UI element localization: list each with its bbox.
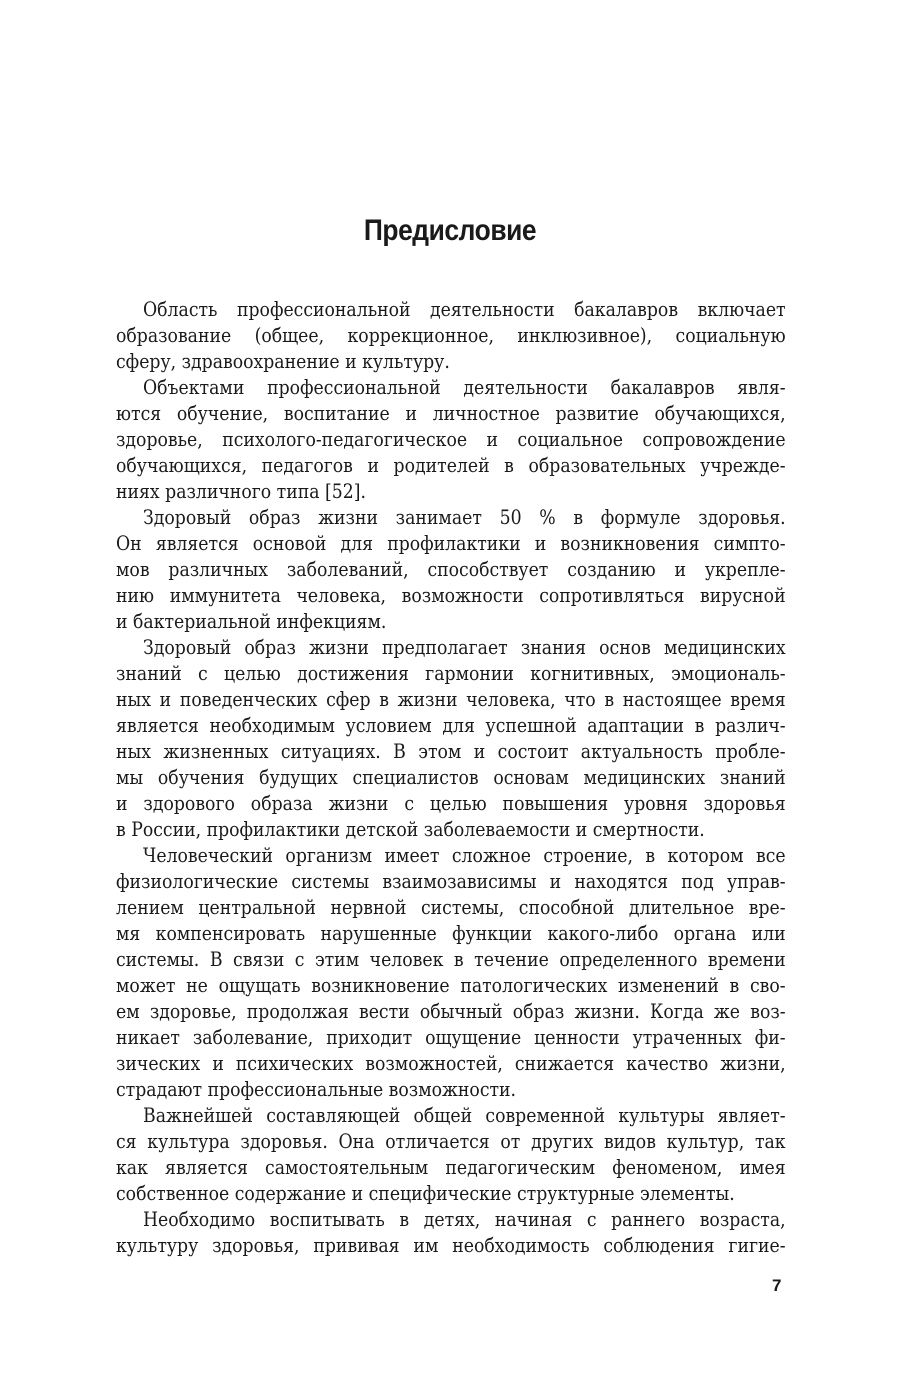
text-line: Здоровый образ жизни занимает 50 % в формуле здоровья.: [143, 506, 786, 529]
paragraph: [116, 635, 786, 843]
text-line: может не ощущать возникновение патологических изменений в сво-: [116, 974, 786, 997]
text-line: культуру здоровья, прививая им необходимость соблюдения гигие-: [116, 1234, 786, 1257]
paragraph: [116, 843, 786, 1103]
text-line: ются обучение, воспитание и личностное развитие обучающихся,: [116, 402, 786, 425]
paragraph: [116, 1103, 786, 1207]
text-line: Область профессиональной деятельности бакалавров включает: [143, 298, 786, 321]
text-line: и здорового образа жизни с целью повышения уровня здоровья: [116, 792, 786, 815]
text-line: Необходимо воспитывать в детях, начиная с раннего возраста,: [143, 1208, 786, 1231]
text-line: ных жизненных ситуациях. В этом и состоит актуальность пробле-: [116, 740, 786, 763]
text-line: страдают профессиональные возможности.: [116, 1078, 517, 1101]
paragraph: [116, 375, 786, 505]
text-line: Здоровый образ жизни предполагает знания основ медицинских: [143, 636, 786, 659]
text-line: собственное содержание и специфические структурные элементы.: [116, 1182, 735, 1205]
text-line: является необходимым условием для успешной адаптации в различ-: [116, 714, 786, 737]
text-line: ем здоровье, продолжая вести обычный образ жизни. Когда же воз-: [116, 1000, 786, 1023]
text-line: мя компенсировать нарушенные функции какого-либо органа или: [116, 922, 786, 945]
text-line: ниях различного типа [52].: [116, 480, 366, 503]
text-line: лением центральной нервной системы, способной длительное вре-: [116, 896, 786, 919]
text-line: образование (общее, коррекционное, инклюзивное), социальную: [116, 324, 786, 347]
text-line: Важнейшей составляющей общей современной культуры являет-: [143, 1104, 786, 1127]
text-line: нию иммунитета человека, возможности сопротивляться вирусной: [116, 584, 786, 607]
paragraph: [116, 297, 786, 375]
text-line: как является самостоятельным педагогическим феноменом, имея: [116, 1156, 786, 1179]
text-line: Он является основой для профилактики и возникновения симпто-: [116, 532, 786, 555]
text-line: ся культура здоровья. Она отличается от других видов культур, так: [116, 1130, 786, 1153]
text-line: обучающихся, педагогов и родителей в образовательных учрежде-: [116, 454, 786, 477]
text-line: сферу, здравоохранение и культуру.: [116, 350, 450, 373]
paragraph: [116, 1207, 786, 1259]
text-line: Человеческий организм имеет сложное строение, в котором все: [143, 844, 786, 867]
text-line: здоровье, психолого-педагогическое и социальное сопровождение: [116, 428, 786, 451]
page-number: 7: [772, 1276, 782, 1295]
text-line: зических и психических возможностей, снижается качество жизни,: [116, 1052, 786, 1075]
body-text: [116, 297, 786, 1259]
text-line: Объектами профессиональной деятельности бакалавров явля-: [143, 376, 786, 399]
text-line: знаний с целью достижения гармонии когнитивных, эмоциональ-: [116, 662, 786, 685]
text-line: физиологические системы взаимозависимы и находятся под управ-: [116, 870, 786, 893]
text-line: никает заболевание, приходит ощущение ценности утраченных фи-: [116, 1026, 786, 1049]
text-line: системы. В связи с этим человек в течение определенного времени: [116, 948, 786, 971]
text-line: и бактериальной инфекциям.: [116, 610, 387, 633]
page-title: Предисловие: [363, 214, 537, 247]
paragraph: [116, 505, 786, 635]
text-line: мы обучения будущих специалистов основам медицинских знаний: [116, 766, 786, 789]
text-line: мов различных заболеваний, способствует созданию и укрепле-: [116, 558, 786, 581]
text-line: ных и поведенческих сфер в жизни человека, что в настоящее время: [116, 688, 786, 711]
text-line: в России, профилактики детской заболеваемости и смертности.: [116, 818, 705, 841]
